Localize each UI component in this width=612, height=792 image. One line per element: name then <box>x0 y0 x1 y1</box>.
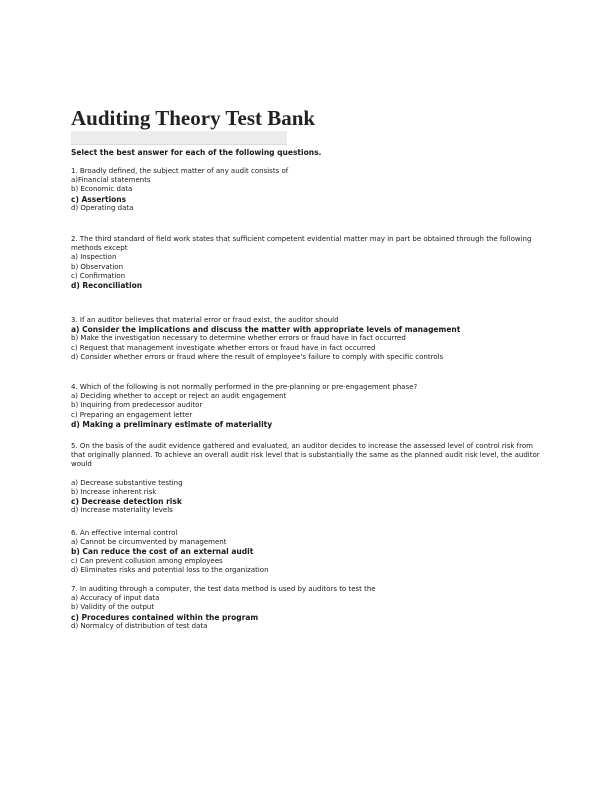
answer-option-b: b) Inquiring from predecessor auditor <box>71 401 203 410</box>
answer-option-c: c) Preparing an engagement letter <box>71 410 193 419</box>
spacer <box>71 470 541 479</box>
question-text: 1. Broadly defined, the subject matter of any audit consists of <box>71 167 289 175</box>
answer-option-a: a) Deciding whether to accept or reject an audit engagement <box>71 392 287 401</box>
answer-option-a-correct: a) Consider the implications and discuss the matter with appropriate levels of management <box>71 325 461 335</box>
question-5 <box>71 442 541 515</box>
answer-option-a: a) Cannot be circumvented by management <box>71 538 227 547</box>
answer-option-c: c) Request that management investigate whether errors or fraud have in fact occurred <box>71 343 376 352</box>
answer-option-d: d) Eliminates risks and potential loss to the organization <box>71 565 269 574</box>
question-1 <box>71 167 541 213</box>
question-7 <box>71 585 541 631</box>
question-text: 6. An effective internal control <box>71 529 178 537</box>
answer-option-c: c) Confirmation <box>71 271 126 280</box>
answer-option-b: b) Increase inherent risk <box>71 487 157 496</box>
answer-option-d: d) Consider whether errors or fraud where the result of employee's failure to comply with specific controls <box>71 352 444 361</box>
answer-option-b: b) Observation <box>71 262 124 271</box>
answer-option-b: b) Economic data <box>71 185 133 194</box>
question-text: 5. On the basis of the audit evidence gathered and evaluated, an auditor decides to increase the assessed level of control risk from that originally planned. To achieve an overall audit risk level that is substantially the same as the planned audit risk level, the auditor would <box>71 442 540 469</box>
title-underline-bar <box>71 131 287 145</box>
answer-option-d: d) Normalcy of distribution of test data <box>71 621 208 630</box>
answer-option-b: b) Make the investigation necessary to determine whether errors or fraud have in fact occurred <box>71 334 406 343</box>
question-text: 2. The third standard of field work states that sufficient competent evidential matter may in part be obtained through the following methods except <box>71 235 532 253</box>
question-text: 3. If an auditor believes that material error or fraud exist, the auditor should <box>71 316 339 324</box>
question-3 <box>71 316 541 362</box>
answer-option-a: a)Financial statements <box>71 176 151 185</box>
answer-option-d: d) Increase materiality levels <box>71 506 173 515</box>
answer-option-c-correct: c) Assertions <box>71 194 127 204</box>
question-text: 4. Which of the following is not normally performed in the pre-planning or pre-engagement phase? <box>71 383 418 391</box>
answer-option-b-correct: b) Can reduce the cost of an external audit <box>71 547 254 557</box>
answer-option-a: a) Accuracy of input data <box>71 594 160 603</box>
answer-option-b: b) Validity of the output <box>71 603 155 612</box>
answer-option-d-correct: d) Making a preliminary estimate of materiality <box>71 419 273 429</box>
page-title: Auditing Theory Test Bank <box>71 106 316 130</box>
answer-option-c: c) Can prevent collusion among employees <box>71 556 223 565</box>
answer-option-a: a) Inspection <box>71 253 117 262</box>
answer-option-c-correct: c) Procedures contained within the program <box>71 612 259 622</box>
question-2 <box>71 235 541 290</box>
instructions-text: Select the best answer for each of the following questions. <box>71 148 322 157</box>
answer-option-a: a) Decrease substantive testing <box>71 478 183 487</box>
answer-option-c-correct: c) Decrease detection risk <box>71 497 182 507</box>
question-4 <box>71 383 541 429</box>
question-text: 7. In auditing through a computer, the test data method is used by auditors to test the <box>71 585 376 593</box>
answer-option-d: d) Operating data <box>71 203 134 212</box>
answer-option-d-correct: d) Reconciliation <box>71 281 143 291</box>
question-6 <box>71 529 541 575</box>
